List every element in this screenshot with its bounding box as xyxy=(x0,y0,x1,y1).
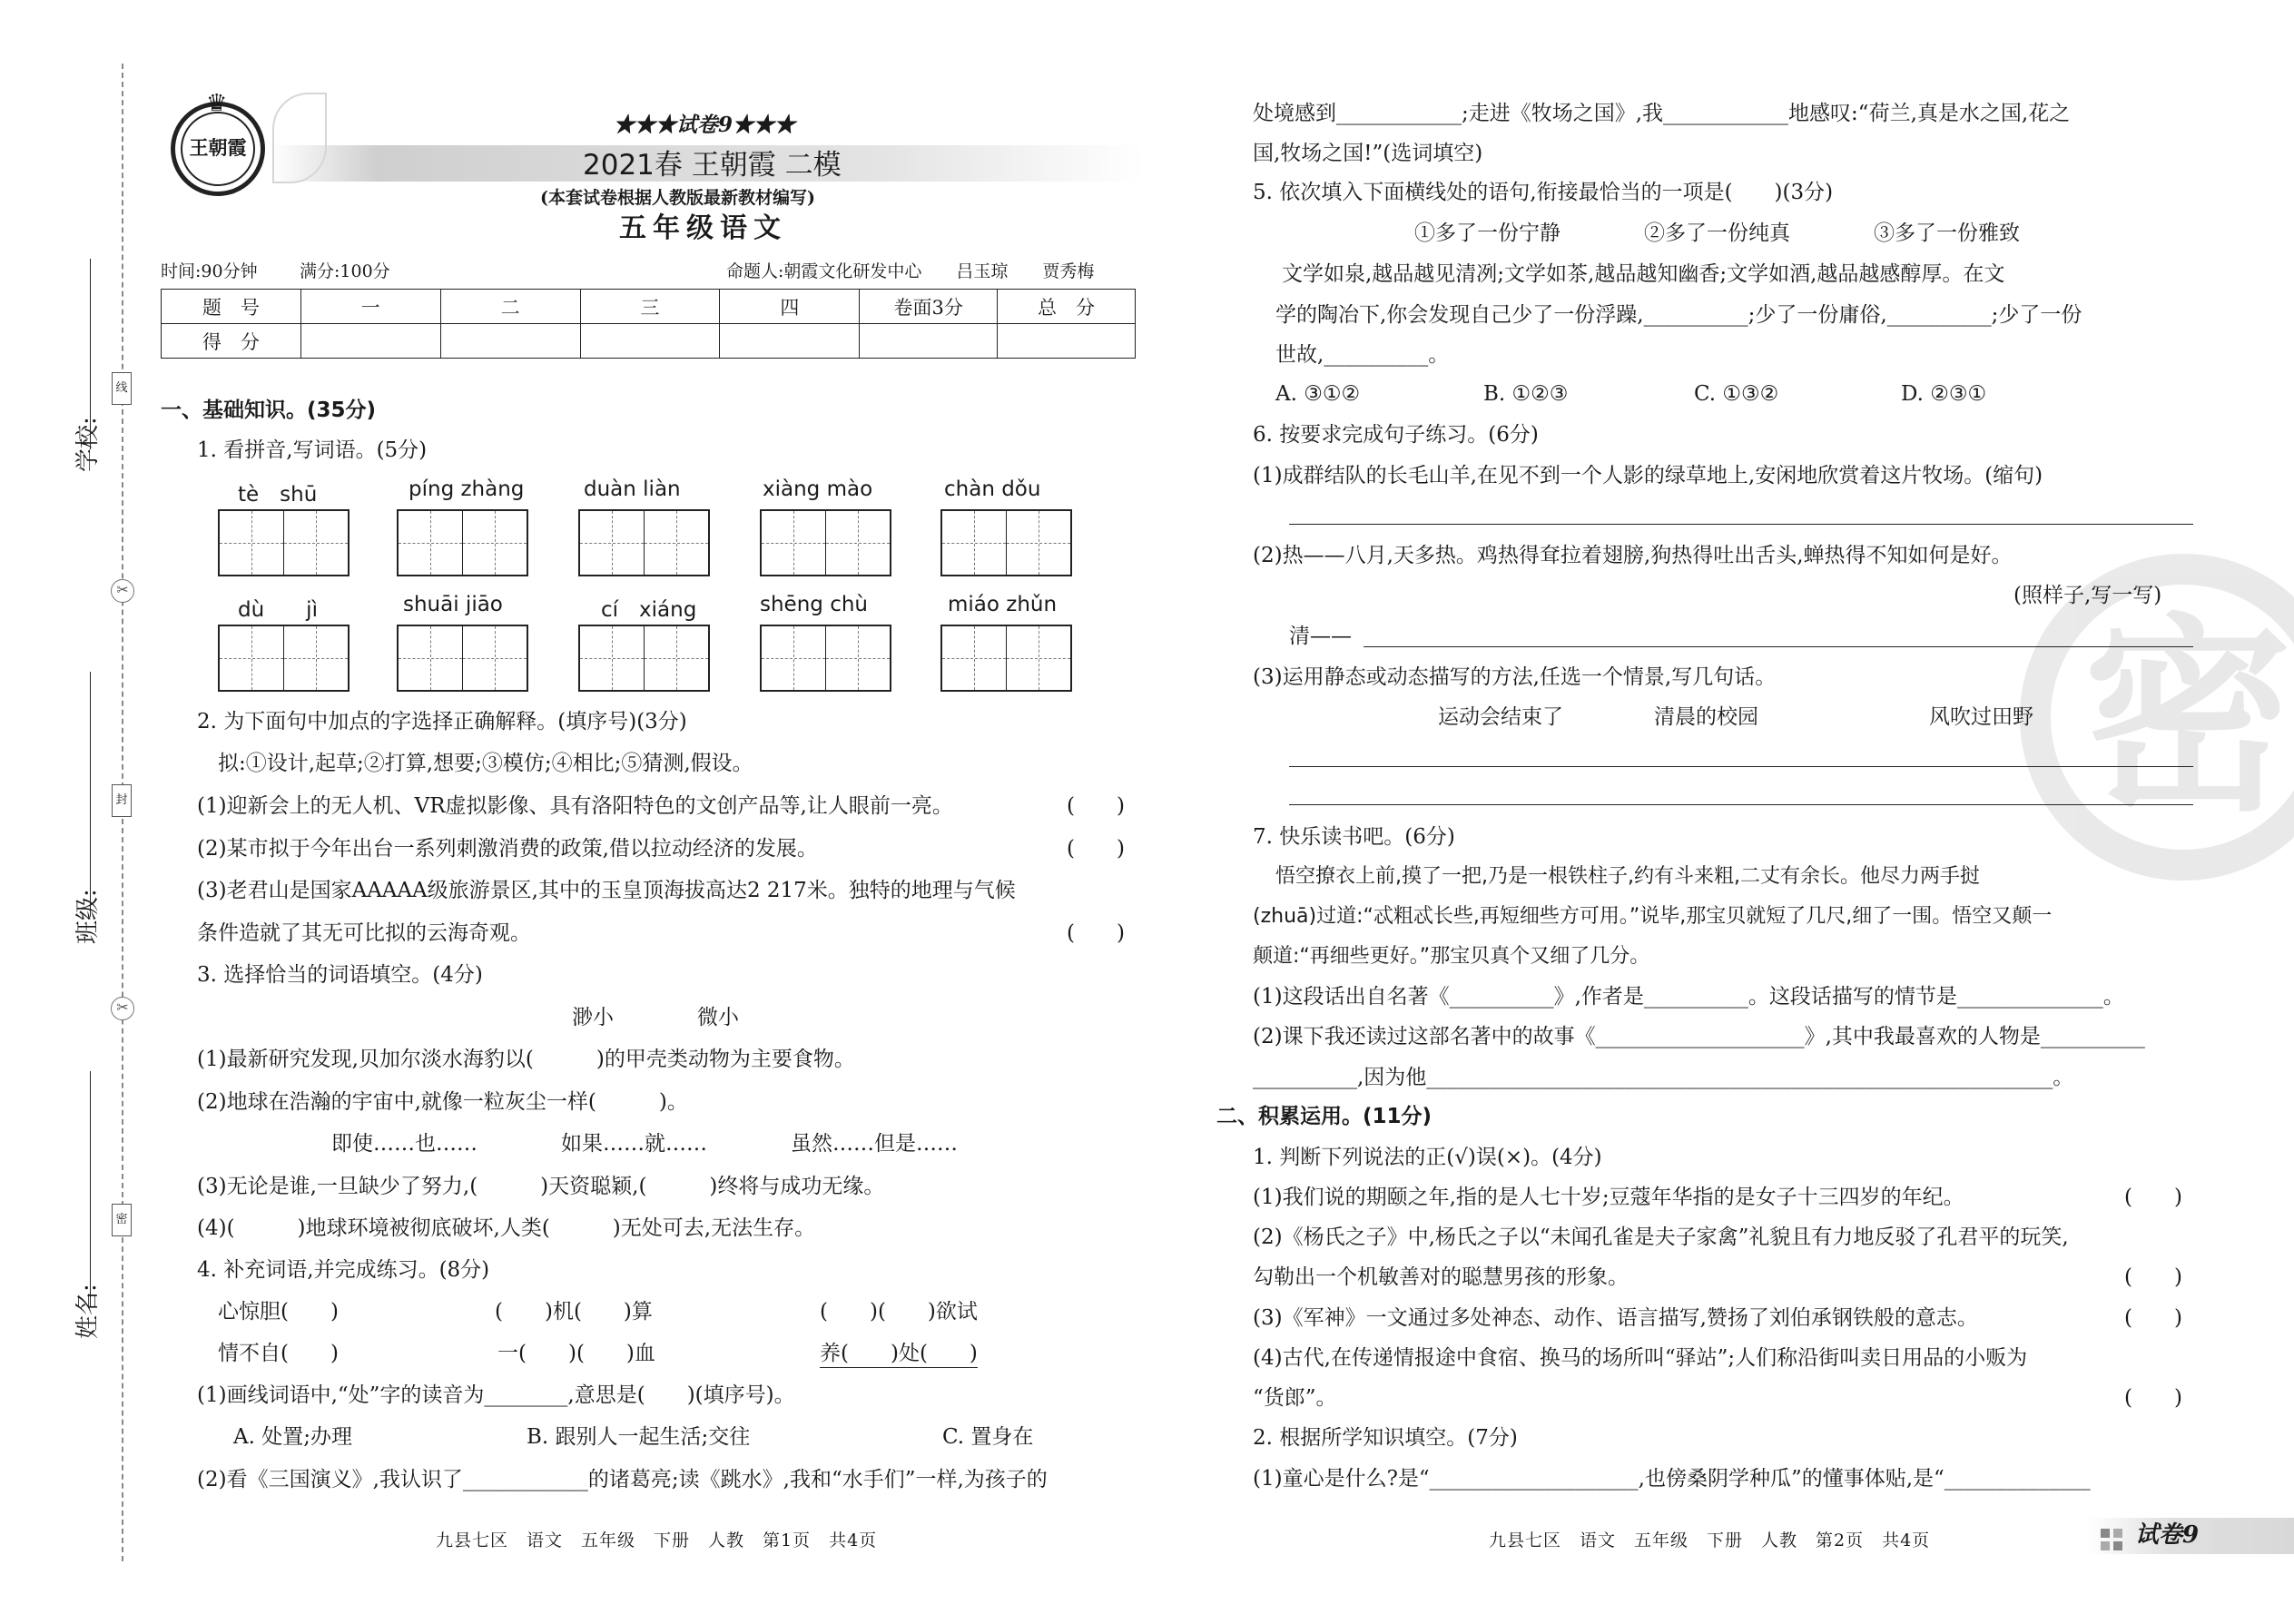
q6-item-3: (3)运用静态或动态描写的方法,任选一个情景,写几句话。 xyxy=(1253,665,1777,689)
q7-item-2a: (2)课下我还读过这部名著中的故事《____________________》,其中我最喜欢的人物是__________ xyxy=(1253,1025,2145,1048)
q4-title: 4. 补充词语,并完成练习。(8分) xyxy=(197,1258,490,1282)
q6-scene-1: 运动会结束了 xyxy=(1438,705,1563,729)
q2-item-2: (2)某市拟于今年出台一系列刺激消费的政策,借以拉动经济的发展。 xyxy=(197,837,818,861)
q5-title: 5. 依次填入下面横线处的语句,衔接最恰当的一项是( )(3分) xyxy=(1253,181,1834,204)
series-label: ★★★试卷9★★★ xyxy=(614,113,796,137)
q5-options: ①多了一份宁静 ②多了一份纯真 ③多了一份雅致 xyxy=(1414,221,2020,245)
pinyin-8: cí xiáng xyxy=(601,598,697,622)
q6-title: 6. 按要求完成句子练习。(6分) xyxy=(1253,423,1539,447)
q3-item-1: (1)最新研究发现,贝加尔淡水海豹以( )的甲壳类动物为主要食物。 xyxy=(197,1048,855,1071)
q2-item-1: (1)迎新会上的无人机、VR虚拟影像、具有洛阳特色的文创产品等,让人眼前一亮。 xyxy=(197,794,953,818)
q4-item-2-cont-1: 处境感到____________;走进《牧场之国》,我____________地感叹:“荷兰,真是水之国,花之 xyxy=(1253,102,2071,125)
q3-item-3: (3)无论是谁,一旦缺少了努力,( )天资聪颖,( )终将与成功无缘。 xyxy=(197,1175,885,1198)
writing-grid[interactable] xyxy=(397,509,528,576)
header-ribbon-tail xyxy=(272,93,327,183)
r1-item-2b: 勾勒出一个机敏善对的聪慧男孩的形象。 xyxy=(1253,1265,1629,1289)
r1-title: 1. 判断下列说法的正(√)误(×)。(4分) xyxy=(1253,1146,1602,1169)
pinyin-4: xiàng mào xyxy=(763,477,873,501)
r1-item-1: (1)我们说的期颐之年,指的是人七十岁;豆蔻年华指的是女子十三四岁的年纪。 xyxy=(1253,1186,1964,1209)
corner-squares-icon xyxy=(2101,1529,2110,1538)
pinyin-3: duàn liàn xyxy=(584,477,681,501)
score-cell-total: 总 分 xyxy=(998,290,1136,324)
exam-subtitle: (本套试卷根据人教版最新教材编写) xyxy=(540,188,815,208)
q4-option-b: B. 跟别人一起生活;交往 xyxy=(527,1425,751,1449)
score-cell-neatness: 卷面3分 xyxy=(860,290,998,324)
scissors-icon: ✂ xyxy=(111,579,134,603)
answer-paren[interactable]: ( ) xyxy=(1067,837,1125,861)
score-table-header-row xyxy=(162,290,1136,324)
class-field-line[interactable] xyxy=(90,672,91,917)
writing-grid[interactable] xyxy=(218,625,350,692)
q3-title: 3. 选择恰当的词语填空。(4分) xyxy=(197,963,483,987)
scissors-icon: ✂ xyxy=(111,997,134,1020)
exam-authors: 命题人:朝霞文化研发中心 吕玉琼 贾秀梅 xyxy=(726,261,1095,281)
pinyin-7: shuāi jiāo xyxy=(403,593,503,616)
q5-passage-1: 文学如泉,越品越见清冽;文学如茶,越品越知幽香;文学如酒,越品越感醇厚。在文 xyxy=(1282,262,2005,286)
mark-feng: 封 xyxy=(112,784,132,817)
pinyin-5: chàn dǒu xyxy=(944,477,1041,501)
r1-item-3: (3)《军神》一文通过多处神态、动作、语言描写,赞扬了刘伯承钢铁般的意志。 xyxy=(1253,1306,1978,1330)
r2-item-1: (1)童心是什么?是“____________________,也傍桑阴学种瓜”的懂事体贴,是“______________ xyxy=(1253,1467,2091,1491)
answer-paren[interactable]: ( ) xyxy=(2124,1386,2182,1410)
q5-passage-2: 学的陶冶下,你会发现自己少了一份浮躁,__________;少了一份庸俗,__________;少了一份 xyxy=(1275,303,2082,327)
q4-option-c: C. 置身在 xyxy=(942,1425,1034,1449)
right-page-footer: 九县七区 语文 五年级 下册 人教 第2页 共4页 xyxy=(1489,1530,1931,1550)
score-input[interactable] xyxy=(860,324,998,359)
writing-grid[interactable] xyxy=(760,509,891,576)
writing-grid[interactable] xyxy=(218,509,350,576)
q4-word-5: 一( )( )血 xyxy=(497,1342,655,1365)
r1-item-2a: (2)《杨氏之子》中,杨氏之子以“未闻孔雀是夫子家禽”礼貌且有力地反驳了孔君平的玩笑, xyxy=(1253,1225,2069,1249)
q7-item-1: (1)这段话出自名著《__________》,作者是__________。这段话描写的情节是______________。 xyxy=(1253,985,2124,1009)
writing-grid[interactable] xyxy=(397,625,528,692)
r2-title: 2. 根据所学知识填空。(7分) xyxy=(1253,1426,1518,1450)
pinyin-6: dù jì xyxy=(238,598,318,622)
answer-paren[interactable]: ( ) xyxy=(2124,1265,2182,1289)
q4-item-2: (2)看《三国演义》,我认识了____________的诸葛亮;读《跳水》,我和“水手们”一样,为孩子的 xyxy=(197,1468,1048,1491)
q6-item-2-answer-prefix: 清—— xyxy=(1289,625,1352,648)
q2-item-3a: (3)老君山是国家AAAAA级旅游景区,其中的玉皇顶海拔高达2 217米。独特的地理与气候 xyxy=(197,879,1016,902)
name-label: 姓名: xyxy=(74,1284,102,1339)
score-input[interactable] xyxy=(580,324,720,359)
exam-title: 2021春 王朝霞 二模 xyxy=(583,149,842,182)
left-page-footer: 九县七区 语文 五年级 下册 人教 第1页 共4页 xyxy=(436,1530,878,1550)
name-field-line[interactable] xyxy=(90,1071,91,1307)
answer-line[interactable] xyxy=(1364,646,2193,647)
answer-paren[interactable]: ( ) xyxy=(2124,1186,2182,1209)
q6-scene-2: 清晨的校园 xyxy=(1654,705,1758,729)
q1-title: 1. 看拼音,写词语。(5分) xyxy=(197,438,428,462)
q6-item-2: (2)热——八月,天多热。鸡热得耷拉着翅膀,狗热得吐出舌头,蝉热得不知如何是好。 xyxy=(1253,544,2013,567)
r1-item-4b: “货郎”。 xyxy=(1253,1386,1337,1410)
section-1-title: 一、基础知识。(35分) xyxy=(161,399,377,422)
score-table-input-row xyxy=(162,324,1136,359)
score-input[interactable] xyxy=(440,324,580,359)
q3-word-bank-1: 渺小 微小 xyxy=(572,1006,739,1029)
pinyin-10: miáo zhǔn xyxy=(948,593,1058,616)
pinyin-2: píng zhàng xyxy=(409,477,525,501)
mark-xian: 线 xyxy=(112,372,132,405)
q7-passage-3: 颠道:“再细些更好。”那宝贝真个又细了几分。 xyxy=(1253,945,1650,968)
answer-line[interactable] xyxy=(1289,804,2193,805)
q4-word-6: 养( )处( ) xyxy=(820,1340,978,1368)
q4-item-2-cont-2: 国,牧场之国!”(选词填空) xyxy=(1253,142,1483,165)
logo-text: 王朝霞 xyxy=(189,136,247,159)
q7-passage-2: (zhuā)过道:“忒粗忒长些,再短细些方可用。”说毕,那宝贝就短了几尺,细了一围。悟空又颠一 xyxy=(1253,905,2053,928)
pinyin-1: tè shū xyxy=(238,483,318,507)
score-input[interactable] xyxy=(720,324,860,359)
exam-full-score: 满分:100分 xyxy=(300,261,390,281)
writing-grid[interactable] xyxy=(578,625,710,692)
q4-word-3: ( )( )欲试 xyxy=(820,1300,978,1324)
q6-item-1: (1)成群结队的长毛山羊,在见不到一个人影的绿草地上,安闲地欣赏着这片牧场。(缩句) xyxy=(1253,464,2043,487)
q5-choice-b[interactable]: B. ①②③ xyxy=(1483,382,1569,406)
q7-title: 7. 快乐读书吧。(6分) xyxy=(1253,825,1455,849)
logo xyxy=(171,90,265,196)
class-label: 班级: xyxy=(74,889,102,944)
score-input[interactable] xyxy=(998,324,1136,359)
q2-options: 拟:①设计,起草;②打算,想要;③模仿;④相比;⑤猜测,假设。 xyxy=(218,752,753,775)
r1-item-4a: (4)古代,在传递情报途中食宿、换马的场所叫“驿站”;人们称沿街叫卖日用品的小贩为 xyxy=(1253,1346,2028,1370)
score-row-label: 得 分 xyxy=(162,324,301,359)
score-input[interactable] xyxy=(300,324,440,359)
answer-line[interactable] xyxy=(1289,524,2193,525)
score-cell-1: 一 xyxy=(300,290,440,324)
score-cell-label: 题 号 xyxy=(162,290,301,324)
q7-passage-1: 悟空撩衣上前,摸了一把,乃是一根铁柱子,约有斗来粗,二丈有余长。他尽力两手挝 xyxy=(1275,865,1980,888)
q4-word-2: ( )机( )算 xyxy=(495,1300,653,1324)
section-2-title: 二、积累运用。(11分) xyxy=(1216,1105,1433,1128)
score-cell-2: 二 xyxy=(440,290,580,324)
q2-title: 2. 为下面句中加点的字选择正确解释。(填序号)(3分) xyxy=(197,710,687,733)
mark-mi: 密 xyxy=(112,1204,132,1236)
q4-word-4: 情不自( ) xyxy=(218,1342,339,1365)
writing-grid[interactable] xyxy=(940,625,1072,692)
school-field-line[interactable] xyxy=(90,259,91,449)
q5-choice-c[interactable]: C. ①③② xyxy=(1694,382,1779,406)
writing-grid[interactable] xyxy=(578,509,710,576)
seal-glyph: 密 xyxy=(2083,595,2293,840)
answer-paren[interactable]: ( ) xyxy=(1067,794,1125,818)
q6-item-2-note: (照样子,写一写) xyxy=(2013,584,2162,607)
crown-icon: ♛ xyxy=(206,90,228,117)
answer-line[interactable] xyxy=(1289,766,2193,767)
exam-subject: 五年级语文 xyxy=(619,212,787,244)
writing-grid[interactable] xyxy=(940,509,1072,576)
binding-strip xyxy=(0,0,154,1624)
q3-item-2: (2)地球在浩瀚的宇宙中,就像一粒灰尘一样( )。 xyxy=(197,1090,688,1114)
corner-label: 试卷9 xyxy=(2135,1521,2200,1549)
q5-passage-3: 世故,__________。 xyxy=(1275,343,1450,367)
score-table xyxy=(161,289,1136,359)
q6-scene-3: 风吹过田野 xyxy=(1929,705,2033,729)
pinyin-9: shēng chù xyxy=(760,593,868,616)
q3-word-bank-2: 即使……也…… 如果……就…… 虽然……但是…… xyxy=(331,1132,958,1156)
q3-item-4: (4)( )地球环境被彻底破坏,人类( )无处可去,无法生存。 xyxy=(197,1216,816,1240)
q7-item-2b: __________,因为他____________________________________________________________。 xyxy=(1253,1066,2074,1089)
q4-option-a: A. 处置;办理 xyxy=(233,1425,352,1449)
q4-word-1: 心惊胆( ) xyxy=(218,1300,339,1324)
score-cell-4: 四 xyxy=(720,290,860,324)
answer-paren[interactable]: ( ) xyxy=(2124,1306,2182,1330)
q5-choice-a[interactable]: A. ③①② xyxy=(1275,382,1361,406)
q2-item-3b: 条件造就了其无可比拟的云海奇观。 xyxy=(197,921,531,945)
school-label: 学校: xyxy=(74,417,102,472)
score-cell-3: 三 xyxy=(580,290,720,324)
exam-time: 时间:90分钟 xyxy=(161,261,258,281)
q5-choice-d[interactable]: D. ②③① xyxy=(1901,382,1987,406)
q4-item-1: (1)画线词语中,“处”字的读音为________,意思是( )(填序号)。 xyxy=(197,1383,795,1407)
answer-paren[interactable]: ( ) xyxy=(1067,921,1125,945)
writing-grid[interactable] xyxy=(760,625,891,692)
